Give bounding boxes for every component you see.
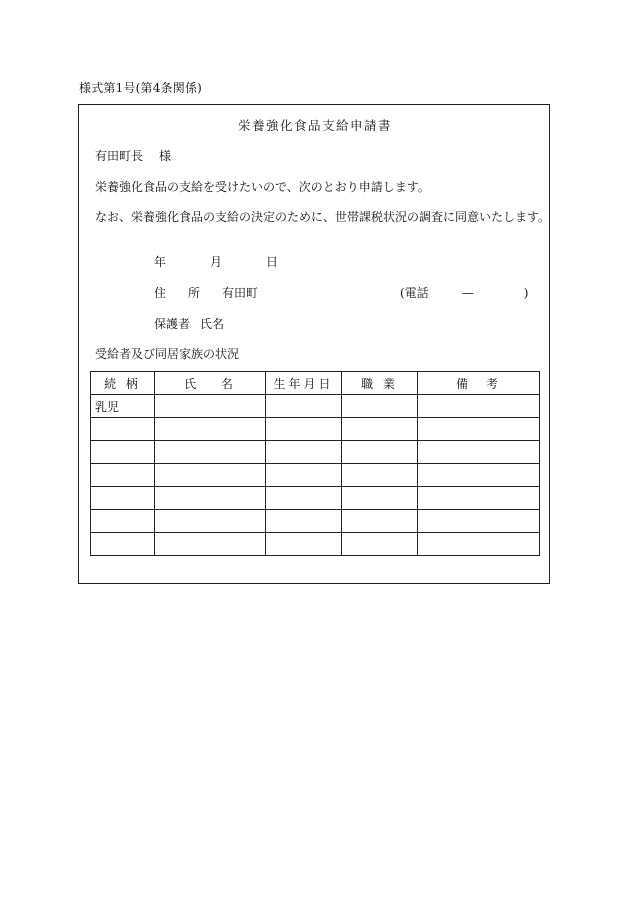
cell-remarks[interactable] — [418, 487, 540, 510]
table-row — [91, 441, 540, 464]
cell-name[interactable] — [155, 533, 266, 556]
cell-occupation[interactable] — [342, 510, 418, 533]
cell-remarks[interactable] — [418, 441, 540, 464]
cell-relationship[interactable] — [91, 464, 155, 487]
table-row — [91, 418, 540, 441]
cell-occupation[interactable] — [342, 441, 418, 464]
cell-remarks[interactable] — [418, 418, 540, 441]
cell-relationship[interactable] — [91, 441, 155, 464]
addressee-honorific: 様 — [159, 149, 172, 163]
header-name: 氏 名 — [155, 372, 266, 395]
family-status-table — [90, 371, 540, 556]
cell-occupation[interactable] — [342, 395, 418, 418]
table-row — [91, 487, 540, 510]
addressee — [95, 147, 171, 164]
cell-occupation[interactable] — [342, 533, 418, 556]
address-label-1: 住 — [154, 286, 167, 300]
table-row — [91, 395, 540, 418]
phone-field — [400, 284, 528, 301]
cell-birthdate[interactable] — [266, 487, 342, 510]
guardian-label: 保護者 — [154, 317, 191, 331]
cell-relationship[interactable] — [91, 533, 155, 556]
cell-birthdate[interactable] — [266, 510, 342, 533]
cell-birthdate[interactable] — [266, 464, 342, 487]
table-row — [91, 510, 540, 533]
cell-name[interactable] — [155, 441, 266, 464]
guardian-line — [154, 315, 224, 332]
cell-name[interactable] — [155, 418, 266, 441]
cell-name[interactable] — [155, 510, 266, 533]
cell-remarks[interactable] — [418, 395, 540, 418]
cell-name[interactable] — [155, 464, 266, 487]
cell-relationship[interactable]: 乳児 — [91, 395, 155, 418]
phone-label: (電話 — [400, 286, 429, 300]
phone-close: ) — [523, 286, 529, 300]
header-occupation: 職 業 — [342, 372, 418, 395]
cell-occupation[interactable] — [342, 487, 418, 510]
guardian-name-label: 氏名 — [200, 317, 225, 331]
date-line — [154, 253, 278, 270]
header-birthdate: 生年月日 — [266, 372, 342, 395]
phone-dash: — — [461, 286, 474, 300]
cell-remarks[interactable] — [418, 464, 540, 487]
table-header-row — [91, 372, 540, 395]
cell-birthdate[interactable] — [266, 441, 342, 464]
cell-relationship[interactable] — [91, 510, 155, 533]
date-year-label: 年 — [154, 255, 167, 269]
cell-relationship[interactable] — [91, 487, 155, 510]
form-title: 栄養強化食品支給申請書 — [237, 118, 392, 133]
address-value: 有田町 — [222, 286, 259, 300]
table-row — [91, 533, 540, 556]
address-label-2: 所 — [188, 286, 201, 300]
header-remarks: 備 考 — [418, 372, 540, 395]
request-statement: 栄養強化食品の支給を受けたいので、次のとおり申請します。 — [95, 180, 430, 194]
cell-occupation[interactable] — [342, 418, 418, 441]
date-day-label: 日 — [266, 255, 279, 269]
header-relationship: 続 柄 — [91, 372, 155, 395]
cell-birthdate[interactable] — [266, 533, 342, 556]
cell-remarks[interactable] — [418, 533, 540, 556]
cell-relationship[interactable] — [91, 418, 155, 441]
date-month-label: 月 — [210, 255, 223, 269]
consent-statement: なお、栄養強化食品の支給の決定のために、世帯課税状況の調査に同意いたします。 — [95, 210, 551, 224]
cell-remarks[interactable] — [418, 510, 540, 533]
addressee-name: 有田町長 — [95, 149, 144, 163]
cell-occupation[interactable] — [342, 464, 418, 487]
table-row — [91, 464, 540, 487]
cell-birthdate[interactable] — [266, 395, 342, 418]
family-status-heading: 受給者及び同居家族の状況 — [95, 347, 240, 361]
form-number: 様式第1号(第4条関係) — [79, 81, 203, 95]
cell-birthdate[interactable] — [266, 418, 342, 441]
cell-name[interactable] — [155, 487, 266, 510]
cell-name[interactable] — [155, 395, 266, 418]
